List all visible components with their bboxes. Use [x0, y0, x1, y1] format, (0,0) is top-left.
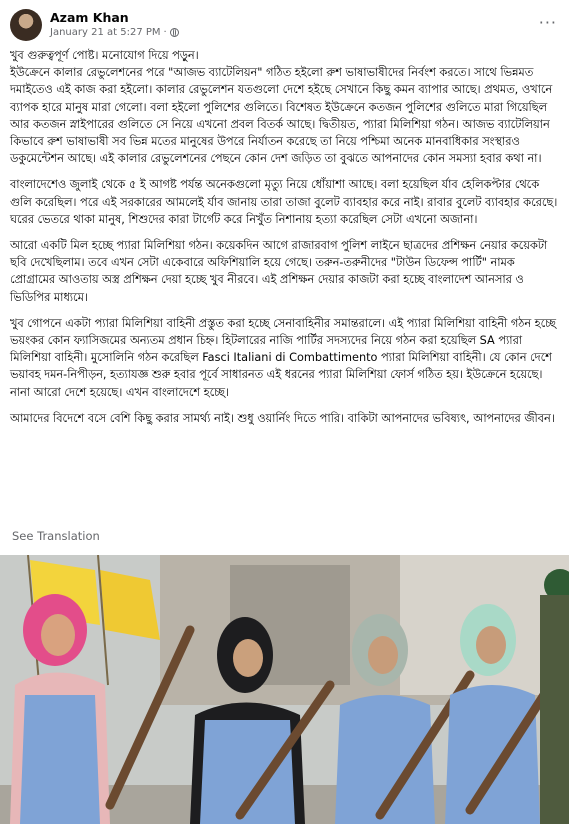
- post-paragraph: আরো একটি মিল হচ্ছে প্যারা মিলিশিয়া গঠন। কয়েকদিন আগে রাজারবাগ পুলিশ লাইনে ছাত্রদের প্রশিক্ষন নেয়ার কয়েকটা ছবি দেখেছিলাম। তবে এখন সেটা একেবারে অফিশিয়ালি হয়ে গেছে। তরুন-তরুনীদের "টাউন ডিফেন্স পার্টি" নামক প্রোগ্রামের আওতায় অস্ত্র প্রশিক্ষন দেয়া হচ্ছে খুব নীরবে। এই প্রশিক্ষন দেয়ার কাজটা করা হচ্ছে বাংলাদেশ আনসার ও ভিডিপির মাধ্যমে।: [10, 239, 548, 304]
- meta-separator: ·: [163, 27, 167, 38]
- author-name[interactable]: Azam Khan: [50, 10, 129, 25]
- see-translation-link[interactable]: See Translation: [12, 529, 100, 543]
- globe-icon[interactable]: [170, 28, 179, 37]
- post-timestamp[interactable]: January 21 at 5:27 PM: [50, 27, 161, 38]
- author-avatar[interactable]: [10, 9, 42, 41]
- post-body: [10, 47, 558, 436]
- post-photo[interactable]: [0, 555, 569, 824]
- post-paragraph: খুব গোপনে একটা প্যারা মিলিশিয়া বাহিনী প্রস্তুত করা হচ্ছে সেনাবাহিনীর সমান্তরালে। এই প্যারা মিলিশিয়া বাহিনী গঠন হচ্ছে ভয়ংকর কোন ফ্যাসিজমের অন্যতম প্রধান চিহ্ন। হিটলারের নাজি পার্টির সদস্যদের নিয়ে গঠন করা হয়েছিল SA প্যারা মিলিশিয়া বাহিনী। মুসোলিনি গঠন করেছিল Fasci Italiani di Combattimento প্যারা মিলিশিয়া বাহিনী। যে কোন দেশে ভয়াবহ দমন-নিপীড়ন, হত্যাযজ্ঞ শুরু হবার পূর্বে সাধারনত এই ধরনের প্যারা মিলিশিয়া ফোর্স গঠিত হয়। ইউক্রেনে হয়েছে। নানা আরো দেশে হয়েছে। এখন বাংলাদেশে হচ্ছে।: [10, 316, 556, 399]
- post-header: [10, 9, 559, 45]
- training-photo-illustration: [0, 555, 569, 824]
- post-paragraph: বাংলাদেশেও জুলাই থেকে ৫ ই আগষ্ট পর্যন্ত অনেকগুলো মৃত্যু নিয়ে ধোঁয়াশা আছে। বলা হয়েছিল র্যাব হেলিকপ্টার থেকে গুলি করেছিল। পরে এই সরকারের আমলেই র্যাব জানায় তারা তাজা বুলেট ব্যাবহার করে নাই। রাবার বুলেট ব্যাবহার করেছে। ঘরের ভেতরে থাকা মানুষ, শিশুদের কারা টার্গেট করে নিখুঁত নিশানায় হত্যা করেছিল সেটা এখনো অজানা।: [10, 178, 558, 226]
- more-horizontal-icon[interactable]: ···: [538, 13, 557, 32]
- post-meta: [50, 27, 179, 38]
- post-paragraph: আমাদের বিদেশে বসে বেশি কিছু করার সামর্থ্য নাই। শুধু ওয়ার্নিং দিতে পারি। বাকিটা আপনাদের ভবিষ্যৎ, আপনাদের জীবন।: [10, 411, 555, 425]
- post-paragraph: খুব গুরুত্বপূর্ণ পোষ্ট। মনোযোগ দিয়ে পড়ুন। ইউক্রেনে কালার রেভুলেশনের পরে "আজভ ব্যাটেলিয়ন" গঠিত হইলো রুশ ভাষাভাষীদের নির্বংশ করতে। সাথে ভিন্নমত দমাইতেও এই কাজ করা হইলো। কালার রেভুলেশন যতগুলো দেশে হইছে সেখানে কিছু কমন ব্যাপার আছে। প্রথমত, ওখানে ব্যাপক হারে মানুষ মারা গেলো। বলা হইলো পুলিশের গুলিতে। বিশেষত ইউক্রেনে কতজন পুলিশের গুলিতে মারা গিয়েছিল আর কতজন স্নাইপারের গুলিতে সে নিয়ে এখনো প্রবল বিতর্ক আছে। দ্বিতীয়ত, প্যারা মিলিশিয়া গঠন। আজভ ব্যাটেলিয়ান কিভাবে রুশ ভাষাভাষী সব ভিন্ন মতের মানুষের উপরে নির্যাতন করেছে তা নিয়ে পশ্চিমা অনেক মানবাধিকার সংস্থারও ডকুমেন্টেশন আছে। এই কালার রেভুলেশনের পেছনে কোন দেশ জড়িত তা বুঝতে আপনাদের কোন সমস্যা হবার কথা না।: [10, 49, 553, 166]
